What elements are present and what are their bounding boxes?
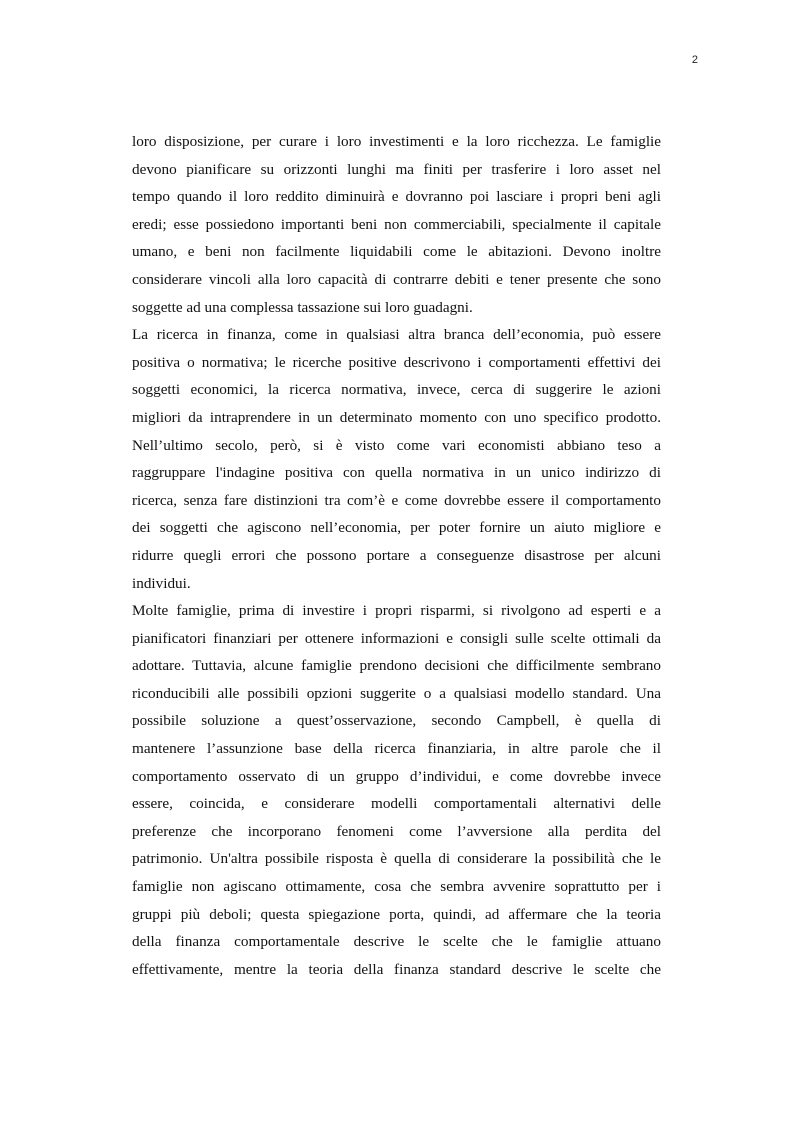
text-line: adottare. Tuttavia, alcune famiglie prendono decisioni che difficilmente sembrano <box>132 657 661 675</box>
text-line: comportamento osservato di un gruppo d’individui, e come dovrebbe invece <box>132 767 661 785</box>
text-line: riconducibili alle possibili opzioni suggerite o a qualsiasi modello standard. Una <box>132 684 661 702</box>
text-line: effettivamente, mentre la teoria della finanza standard descrive le scelte che <box>132 960 661 978</box>
text-line: umano, e beni non facilmente liquidabili come le abitazioni. Devono inoltre <box>132 243 661 261</box>
text-line: ricerca, senza fare distinzioni tra com’è e come dovrebbe essere il comportamento <box>132 491 661 509</box>
text-line: pianificatori finanziari per ottenere informazioni e consigli sulle scelte ottimali da <box>132 629 661 647</box>
text-line: Nell’ultimo secolo, però, si è visto come vari economisti abbiano teso a <box>132 436 661 454</box>
text-line: positiva o normativa; le ricerche positive descrivono i comportamenti effettivi dei <box>132 353 661 371</box>
text-line: raggruppare l'indagine positiva con quella normativa in un unico indirizzo di <box>132 464 661 482</box>
text-line: patrimonio. Un'altra possibile risposta è quella di considerare la possibilità che le <box>132 850 661 868</box>
text-line: dei soggetti che agiscono nell’economia, per poter fornire un aiuto migliore e <box>132 519 661 537</box>
text-line: della finanza comportamentale descrive le scelte che le famiglie attuano <box>132 933 661 951</box>
text-line: soggette ad una complessa tassazione sui loro guadagni. <box>132 298 473 316</box>
text-line: devono pianificare su orizzonti lunghi ma finiti per trasferire i loro asset nel <box>132 160 661 178</box>
text-line: famiglie non agiscano ottimamente, cosa che sembra avvenire soprattutto per i <box>132 878 661 896</box>
text-line: soggetti economici, la ricerca normativa, invece, cerca di suggerire le azioni <box>132 381 661 399</box>
paragraph-3 <box>132 597 661 983</box>
text-line: individui. <box>132 574 191 592</box>
text-line: eredi; esse possiedono importanti beni non commerciabili, specialmente il capitale <box>132 215 661 233</box>
text-line: loro disposizione, per curare i loro investimenti e la loro ricchezza. Le famiglie <box>132 133 661 150</box>
text-line: considerare vincoli alla loro capacità di contrarre debiti e tener presente che sono <box>132 270 661 288</box>
text-line: possibile soluzione a quest’osservazione, secondo Campbell, è quella di <box>132 712 661 730</box>
page-number: 2 <box>691 54 698 66</box>
text-line: preferenze che incorporano fenomeni come l’avversione alla perdita del <box>132 822 661 840</box>
text-line: essere, coincida, e considerare modelli comportamentali alternativi delle <box>132 795 661 813</box>
text-line: ridurre quegli errori che possono portare a conseguenze disastrose per alcuni <box>132 546 661 564</box>
text-line: Molte famiglie, prima di investire i propri risparmi, si rivolgono ad esperti e a <box>132 602 661 620</box>
paragraph-1 <box>132 128 661 321</box>
text-line: tempo quando il loro reddito diminuirà e dovranno poi lasciare i propri beni agli <box>132 188 661 206</box>
body-text <box>132 128 661 983</box>
text-line: mantenere l’assunzione base della ricerca finanziaria, in altre parole che il <box>132 740 661 758</box>
text-line: La ricerca in finanza, come in qualsiasi altra branca dell’economia, può essere <box>132 326 661 344</box>
text-line: gruppi più deboli; questa spiegazione porta, quindi, ad affermare che la teoria <box>132 905 661 923</box>
paragraph-2 <box>132 321 661 597</box>
text-line: migliori da intraprendere in un determinato momento con uno specifico prodotto. <box>132 408 661 426</box>
